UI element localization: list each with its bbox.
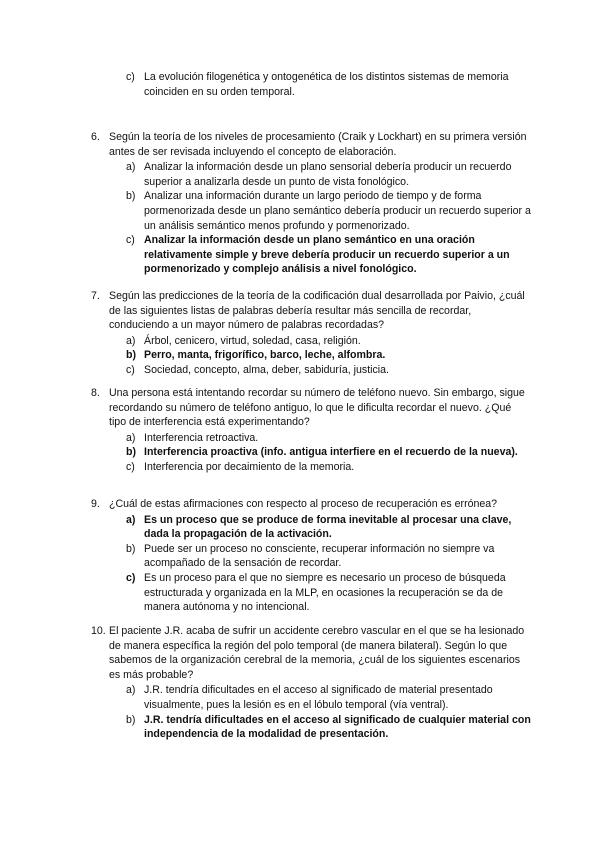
question-10 [91,624,531,742]
option-9a [91,513,537,542]
option-8c [91,460,537,475]
option-text-correct: Analizar la información desde un plano semántico en una oración relativamente simple y breve debería producir un recuerdo superior a un pormenorizado y complejo análisis a nivel fonológico. [144,234,510,276]
option-text: Analizar la información desde un plano sensorial debería producir un recuerdo superior a analizarla desde un punto de vista fonológico. [144,161,512,188]
question-text: ¿Cuál de estas afirmaciones con respecto al proceso de recuperación es errónea? [109,498,498,510]
question-7 [91,289,531,378]
option-7c [91,363,537,378]
option-text: Sociedad, concepto, alma, deber, sabiduría, justicia. [144,363,389,376]
question-text: El paciente J.R. acaba de sufrir un accidente cerebro vascular en el que se ha lesionado de manera específica la región del polo temporal (de manera bilateral). Según lo que sabemos de la organización cerebral de la memoria, ¿cuál de los siguientes escenarios es más probable? [109,625,525,681]
question-text: Según la teoría de los niveles de procesamiento (Craik y Lockhart) en su primera versión antes de ser revisada incluyendo el concepto de elaboración. [109,131,527,158]
option-label: a) [126,431,136,444]
option-label: a) [126,334,136,347]
option-text: J.R. tendría dificultades en el acceso al significado de material presentado visualmente, pues la lesión es en el lóbulo temporal (vía ventral). [144,684,493,711]
option-9b [91,542,537,571]
option-label: c) [126,571,136,584]
question-text: Según las predicciones de la teoría de la codificación dual desarrollada por Paivio, ¿cuál de las siguientes listas de palabras debería resultar más sencilla de recordar, conduciendo a un mayor número de palabras recordadas? [109,290,525,332]
question-number: 10. [91,625,106,637]
question-number: 6. [91,131,100,143]
option-label: c) [126,460,135,473]
option-text: Es un proceso para el que no siempre es necesario un proceso de búsqueda estructurada y organizada en la MLP, en ocasiones la recuperación se da de manera autónoma y no intencional. [144,571,506,614]
question-number: 7. [91,290,100,302]
option-7a [91,334,537,349]
question-8 [91,386,531,475]
option-10a [91,683,537,712]
option-text-correct: Es un proceso que se produce de forma inevitable al procesar una clave, dada la propagación de la activación. [144,513,512,541]
option-label: b) [126,349,136,362]
option-text: Puede ser un proceso no consciente, recuperar información no siempre va acompañado de la sensación de recordar. [144,542,495,570]
option-9c [91,571,537,615]
option-text-correct: J.R. tendría dificultades en el acceso al significado de cualquier material con independencia de la modalidad de presentación. [144,713,531,741]
option-label: c) [126,363,135,376]
option-text: Interferencia retroactiva. [144,431,259,444]
option-text: Árbol, cenicero, virtud, soledad, casa, religión. [144,334,361,347]
question-number: 8. [91,387,100,399]
option-5c [91,70,537,99]
option-text: La evolución filogenética y ontogenética de los distintos sistemas de memoria coinciden en su orden temporal. [144,71,509,98]
option-10b [91,713,537,742]
option-7b [91,348,537,363]
question-number: 9. [91,498,100,510]
option-8a [91,431,537,446]
question-6 [91,130,531,277]
option-label: b) [126,190,136,203]
option-label: a) [126,684,136,697]
option-label: c) [126,234,135,247]
option-6a [91,160,537,189]
option-label: b) [126,713,136,726]
option-label: b) [126,542,136,555]
option-text-correct: Interferencia proactiva (info. antigua interfiere en el recuerdo de la nueva). [144,446,518,459]
option-text: Interferencia por decaimiento de la memoria. [144,460,355,473]
option-text: Analizar una información durante un largo periodo de tiempo y de forma pormenorizada desde un plano semántico debería producir un recuerdo superior a un análisis semántico menos profundo y pormenorizado. [144,190,531,232]
option-6c [91,233,537,277]
option-8b [91,445,537,460]
option-text-correct: Perro, manta, frigorífico, barco, leche, alfombra. [144,349,386,362]
option-label: a) [126,161,136,174]
option-label: b) [126,446,136,459]
option-6b [91,189,537,233]
question-text: Una persona está intentando recordar su número de teléfono nuevo. Sin embargo, sigue recordando su número de teléfono antiguo, lo que le dificulta recordar el nuevo. ¿Qué tipo de interferencia está experimentando? [109,387,525,429]
option-label: a) [126,513,136,526]
question-9 [91,497,531,615]
question-5-tail [91,70,531,99]
option-label: c) [126,71,135,83]
